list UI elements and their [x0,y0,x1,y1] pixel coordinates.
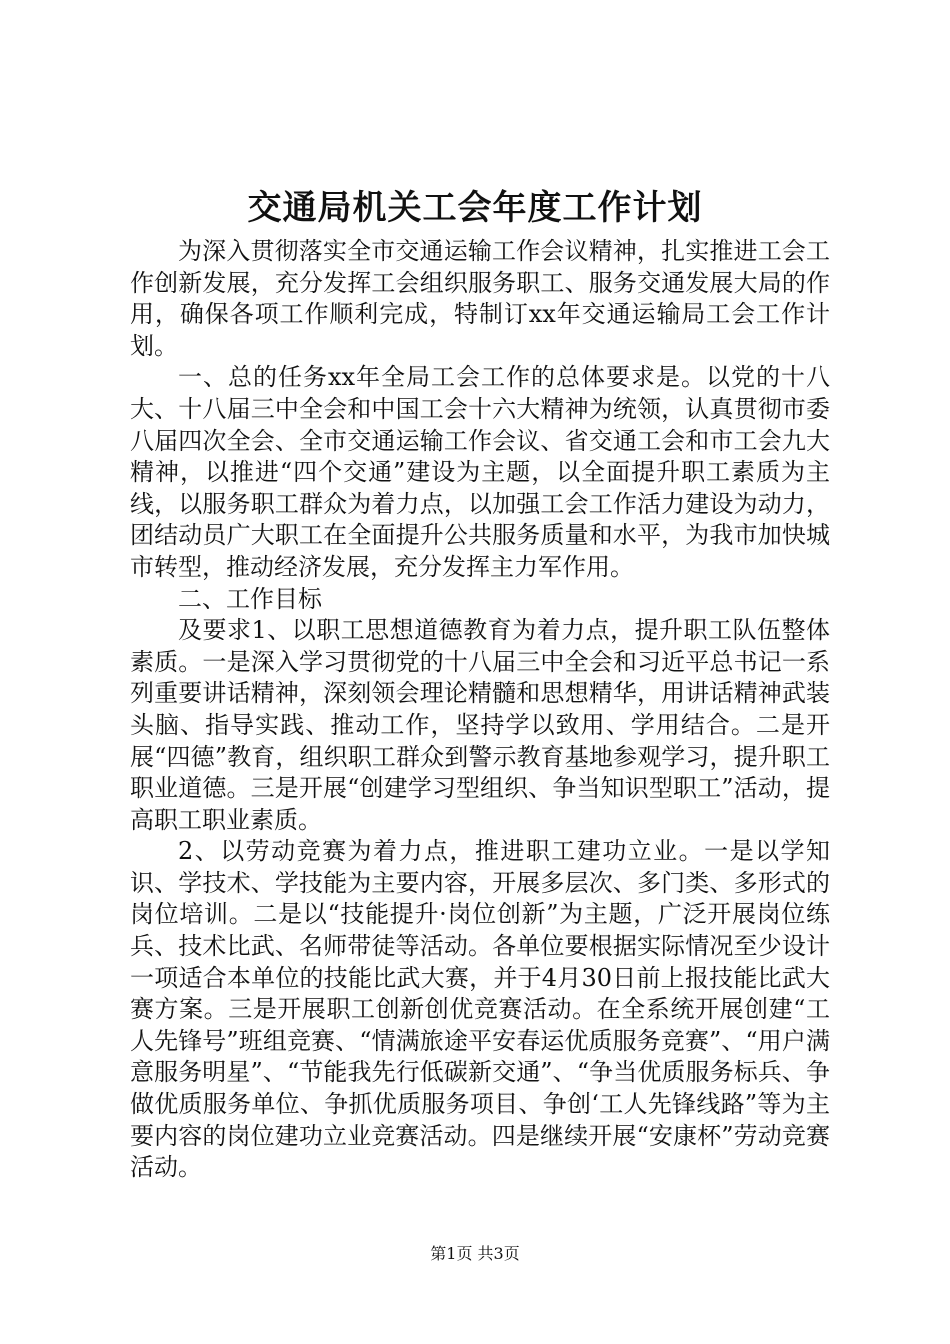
document-body [130,236,830,1184]
heading-work-goals: 二、工作目标 [178,584,322,613]
paragraph-requirements-1: 及要求1、以职工思想道德教育为着力点，提升职工队伍整体素质。一是深入学习贯彻党的十八届三中全会和习近平总书记一系列重要讲话精神，深刻领会理论精髓和思想精华，用讲话精神武装头脑、指导实践、推动工作，坚持学以致用、学用结合。二是开展“四德”教育，组织职工群众到警示教育基地参观学习，提升职工职业道德。三是开展“创建学习型组织、争当知识型职工”活动，提高职工职业素质。 [130,616,830,834]
paragraph-general-task: 一、总的任务xx年全局工会工作的总体要求是。以党的十八大、十八届三中全会和中国工会十六大精神为统领，认真贯彻市委八届四次全会、全市交通运输工作会议、省交通工会和市工会九大精神，以推进“四个交通”建设为主题，以全面提升职工素质为主线，以服务职工群众为着力点，以加强工会工作活力建设为动力，团结动员广大职工在全面提升公共服务质量和水平，为我市加快城市转型，推动经济发展，充分发挥主力军作用。 [130,363,830,581]
page-number-footer: 第1页 共3页 [430,1244,520,1263]
paragraph-intro: 为深入贯彻落实全市交通运输工作会议精神，扎实推进工会工作创新发展，充分发挥工会组织服务职工、服务交通发展大局的作用，确保各项工作顺利完成，特制订xx年交通运输局工会工作计划。 [130,237,830,360]
paragraph-requirements-2: 2、以劳动竞赛为着力点，推进职工建功立业。一是以学知识、学技术、学技能为主要内容，开展多层次、多门类、多形式的岗位培训。二是以“技能提升·岗位创新”为主题，广泛开展岗位练兵、技术比武、名师带徒等活动。各单位要根据实际情况至少设计一项适合本单位的技能比武大赛，并于4月30日前上报技能比武大赛方案。三是开展职工创新创优竞赛活动。在全系统开展创建“工人先锋号”班组竞赛、“情满旅途平安春运优质服务竞赛”、“用户满意服务明星”、“节能我先行低碳新交通”、“争当优质服务标兵、争做优质服务单位、争抓优质服务项目、争创‘工人先锋线路”等为主要内容的岗位建功立业竞赛活动。四是继续开展“安康杯”劳动竞赛活动。 [130,837,830,1182]
document-title: 交通局机关工会年度工作计划 [247,188,703,228]
